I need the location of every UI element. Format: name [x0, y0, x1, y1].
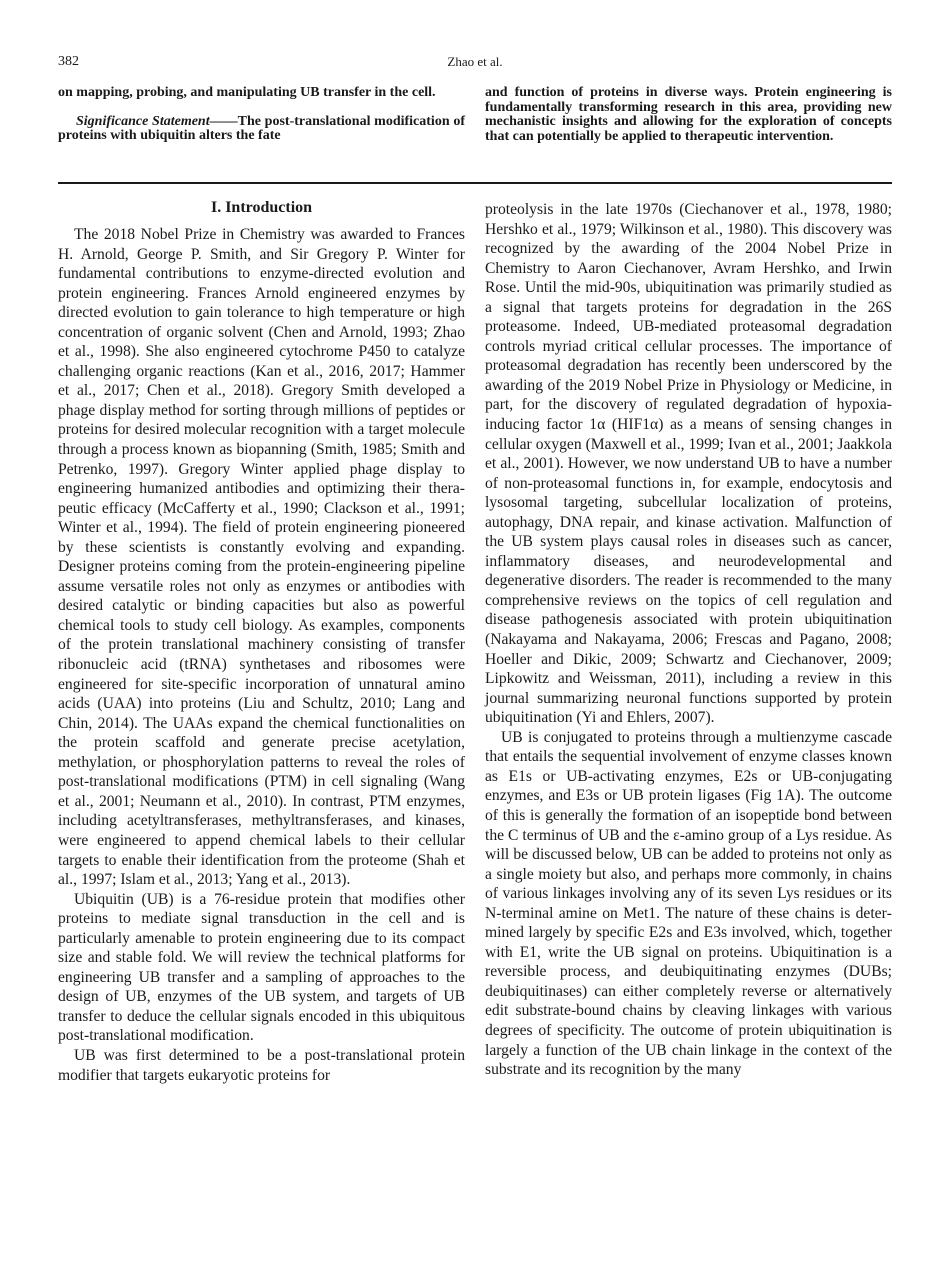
significance-text-right: and function of proteins in diverse ways. Protein engineering is fundamentally transforming research in this area, providing new mechanistic insights and allowing for the exploration of concepts that can potentially be applied to therapeutic intervention.: [485, 85, 892, 144]
abstract-continuation: on mapping, probing, and manipulating UB transfer in the cell.: [58, 85, 436, 100]
abstract-block: [58, 86, 892, 172]
section-heading: I. Introduction: [210, 199, 313, 216]
page-number: 382: [58, 54, 79, 69]
body-right-column: [485, 200, 892, 1080]
body-paragraph: proteolysis in the late 1970s (Ciechanover et al., 1978, 1980; Hershko et al., 1979; Wilkinson et al., 1980). This discovery was recognized by the awarding of the 2004 Nobel Prize in Chemistry to Aaron Ciechanover, Avram Hershko, and Irwin Rose. Until the mid-90s, ubiquitination was primarily studied as a signal that targets proteins for degradation in the 26S proteasome. Indeed, UB-mediated proteasomal degradation controls myriad critical cellular processes. The importance of proteasomal degradation has recently been underscored by the awarding of the 2019 Nobel Prize in Physiology or Medicine, in part, for the discovery of regulated degradation of hypoxia-inducing factor 1α (HIF1α) as a means of sensing changes in cellular oxygen (Maxwell et al., 1999; Ivan et al., 2001; Jaakkola et al., 2001). However, we now understand UB to have a number of non-proteasomal functions in, for example, endocytosis and lysosomal targeting, subcellular localization of proteins, autophagy, DNA repair, and kinase activation. Malfunction of the UB system plays causal roles in diseases such as cancer, inflammatory diseases, and neurodevelopmental and degenerative disorders. The reader is recommended to the many comprehensive reviews on the topics of cell regulation and disease pathogenesis associated with protein ubiquitination (Nakayama and Nakayama, 2006; Frescas and Pagano, 2008; Hoeller and Dikic, 2009; Schwartz and Ciechanover, 2009; Lipkowitz and Weissman, 2011), including a review in this journal summarizing neuronal functions supported by protein ubiquitination (Yi and Ehlers, 2007).: [485, 201, 892, 727]
body-paragraph: The 2018 Nobel Prize in Chemistry was awarded to Frances H. Arnold, George P. Smith, and Sir Gregory P. Winter for fundamental contributions to enzyme-directed evolution and protein engineering. Frances Arnold engineered enzymes by directed evolution to gain tolerance to high temperature or high concentration of organic solvent (Chen and Arnold, 1993; Zhao et al., 1998). She also engineered cytochrome P450 to catalyze challenging organic reactions (Kan et al., 2016, 2017; Hammer et al., 2017; Chen et al., 2018). Gregory Smith developed a phage display method for sorting through millions of peptides or proteins for desired molecular recognition with a target molecule through a process known as biopanning (Smith, 1985; Smith and Petrenko, 1997). Gregory Winter applied phage display to engineering humanized antibodies and optimizing their therapeutic efficacy (McCafferty et al., 1990; Clackson et al., 1991; Winter et al., 1994). The field of protein engineering pioneered by these scientists is constantly evolving and expanding. Designer proteins coming from the protein-engineering pipeline assume versatile roles not only as enzymes or antibodies with desired catalytic or binding capacities but also as powerful chemical tools to study cell biology. As examples, components of the protein translational machinery consisting of transfer ribonucleic acid (tRNA) synthetases and ribosomes were engineered for site-specific incorporation of unnatural amino acids (UAA) into proteins (Liu and Schultz, 2010; Lang and Chin, 2014). The UAAs expand the chemical functionalities on the protein scaffold and generate precise acetylation, methylation, or phosphorylation patterns to reveal the roles of post-translational modifications (PTM) in cell signaling (Wang et al., 2001; Neumann et al., 2010). In contrast, PTM enzymes, including acetyltransferases, methyltransferases, and kinases, were engineered to append chemical labels to their cellular targets to enable their identification from the proteome (Shah et al., 1997; Islam et al., 2013; Yang et al., 2013).: [58, 226, 465, 889]
running-head-authors: Zhao et al.: [447, 54, 503, 69]
significance-text-left: The post-translational modification of proteins with ubiquitin alters the fate: [58, 113, 465, 144]
running-head: [58, 54, 892, 72]
body-paragraph: UB was first determined to be a post-translational protein modifier that targets eukaryotic proteins for: [58, 1046, 465, 1084]
abstract-right-column: [485, 86, 892, 144]
abstract-left-column: [58, 86, 465, 144]
body-paragraph: Ubiquitin (UB) is a 76-residue protein that modifies other proteins to mediate signal transduction in the cell and is particularly amenable to protein engineering due to its compact size and stable fold. We will review the technical platforms for engineering UB transfer and a sampling of approaches to the design of UB, enzymes of the UB system, and targets of UB transfer to deduce the cellular signals encoded in this ubiquitous post-translational modification.: [58, 890, 465, 1045]
body-left-column: [58, 196, 465, 1085]
significance-dash: ——: [209, 113, 238, 129]
abstract-divider-rule: [58, 182, 892, 184]
significance-label: Significance Statement: [76, 113, 210, 129]
significance-statement-start: [58, 115, 465, 144]
body-paragraph: UB is conjugated to proteins through a multienzyme cascade that entails the sequential involvement of enzyme classes known as E1s or UB-activating enzymes, E2s or UB-conjugating enzymes, and E3s or UB protein ligases (Fig 1A). The outcome of this is generally the formation of an isopeptide bond between the C terminus of UB and the ε-amino group of a Lys residue. As will be discussed below, UB can be added to proteins not only as a single moiety but also, and perhaps more commonly, in chains of various linkages involving any of its seven Lys residues or its N-terminal amine on Met1. The nature of these chains is determined largely by specific E2s and E3s involved, which, together with E1, write the UB signal on proteins. Ubiquitination is a reversible process, and deubiquitinating enzymes (DUBs; deubiquitinases) can either completely reverse or alternatively edit substrate-bound chains by cleaving linkages with various degrees of specificity. The outcome of protein ubiquitination is largely a function of the UB chain linkage in the context of the substrate and its recognition by the many: [485, 728, 892, 1079]
